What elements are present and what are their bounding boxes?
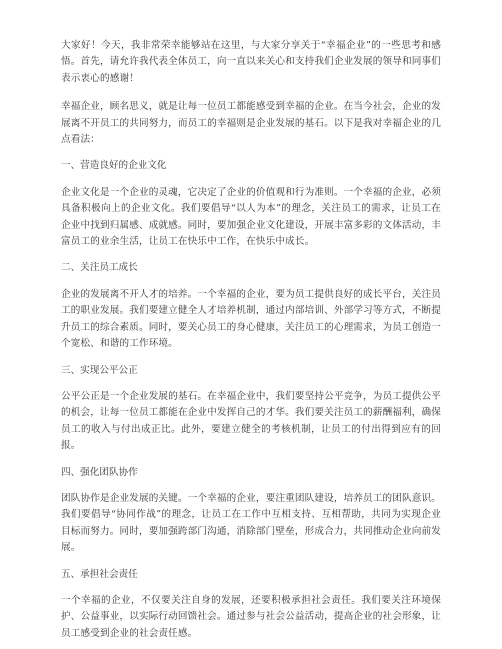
section-body-5: 一个幸福的企业，不仅要关注自身的发展，还要积极承担社会责任。我们要关注环境保护、公益事业，以实际行动回馈社会。通过参与社会公益活动，提高企业的社会形象，让员工感受到企业的社会责任感。 bbox=[61, 594, 442, 639]
section-body-1: 企业文化是一个企业的灵魂，它决定了企业的价值观和行为准则。一个幸福的企业，必须具备积极向上的企业文化。我们要倡导“以人为本”的理念，关注员工的需求，让员工在企业中找到归属感、成就感。同时，要加强企业文化建设，开展丰富多彩的文体活动，丰富员工的业余生活，让员工在快乐中工作，在快乐中成长。 bbox=[61, 186, 442, 248]
section-heading-2: 二、关注员工成长 bbox=[61, 262, 138, 274]
intro-paragraph-2: 幸福企业，顾名思义，就是让每一位员工都能感受到幸福的企业。在当今社会，企业的发展离不开员工的共同努力，而员工的幸福则是企业发展的基石。以下是我对幸福企业的几点看法： bbox=[61, 101, 442, 146]
section-body-2: 企业的发展离不开人才的培养。一个幸福的企业，要为员工提供良好的成长平台，关注员工的职业发展。我们要建立健全人才培养机制，通过内部培训、外部学习等方式，不断提升员工的综合素质。同时，要关心员工的身心健康，关注员工的心理需求，为员工创造一个宽松、和谐的工作环境。 bbox=[61, 288, 442, 350]
section-body-4: 团队协作是企业发展的关键。一个幸福的企业，要注重团队建设，培养员工的团队意识。我们要倡导“协同作战”的理念，让员工在工作中互相支持、互相帮助，共同为实现企业目标而努力。同时，要加强跨部门沟通，消除部门壁垒，形成合力，共同推动企业向前发展。 bbox=[61, 492, 442, 554]
section-heading-3: 三、实现公平公正 bbox=[61, 364, 138, 376]
section-heading-1: 一、营造良好的企业文化 bbox=[61, 160, 167, 172]
section-heading-4: 四、强化团队协作 bbox=[61, 466, 138, 478]
section-heading-5: 五、承担社会责任 bbox=[61, 568, 138, 580]
section-body-3: 公平公正是一个企业发展的基石。在幸福企业中，我们要坚持公平竞争，为员工提供公平的机会，让每一位员工都能在企业中发挥自己的才华。我们要关注员工的薪酬福利，确保员工的收入与付出成正比。此外，要建立健全的考核机制，让员工的付出得到应有的回报。 bbox=[61, 390, 442, 452]
document-page bbox=[61, 38, 441, 642]
intro-paragraph: 大家好！今天，我非常荣幸能够站在这里，与大家分享关于“幸福企业”的一些思考和感悟。首先，请允许我代表全体员工，向一直以来关心和支持我们企业发展的领导和同事们表示衷心的感谢！ bbox=[61, 40, 442, 84]
